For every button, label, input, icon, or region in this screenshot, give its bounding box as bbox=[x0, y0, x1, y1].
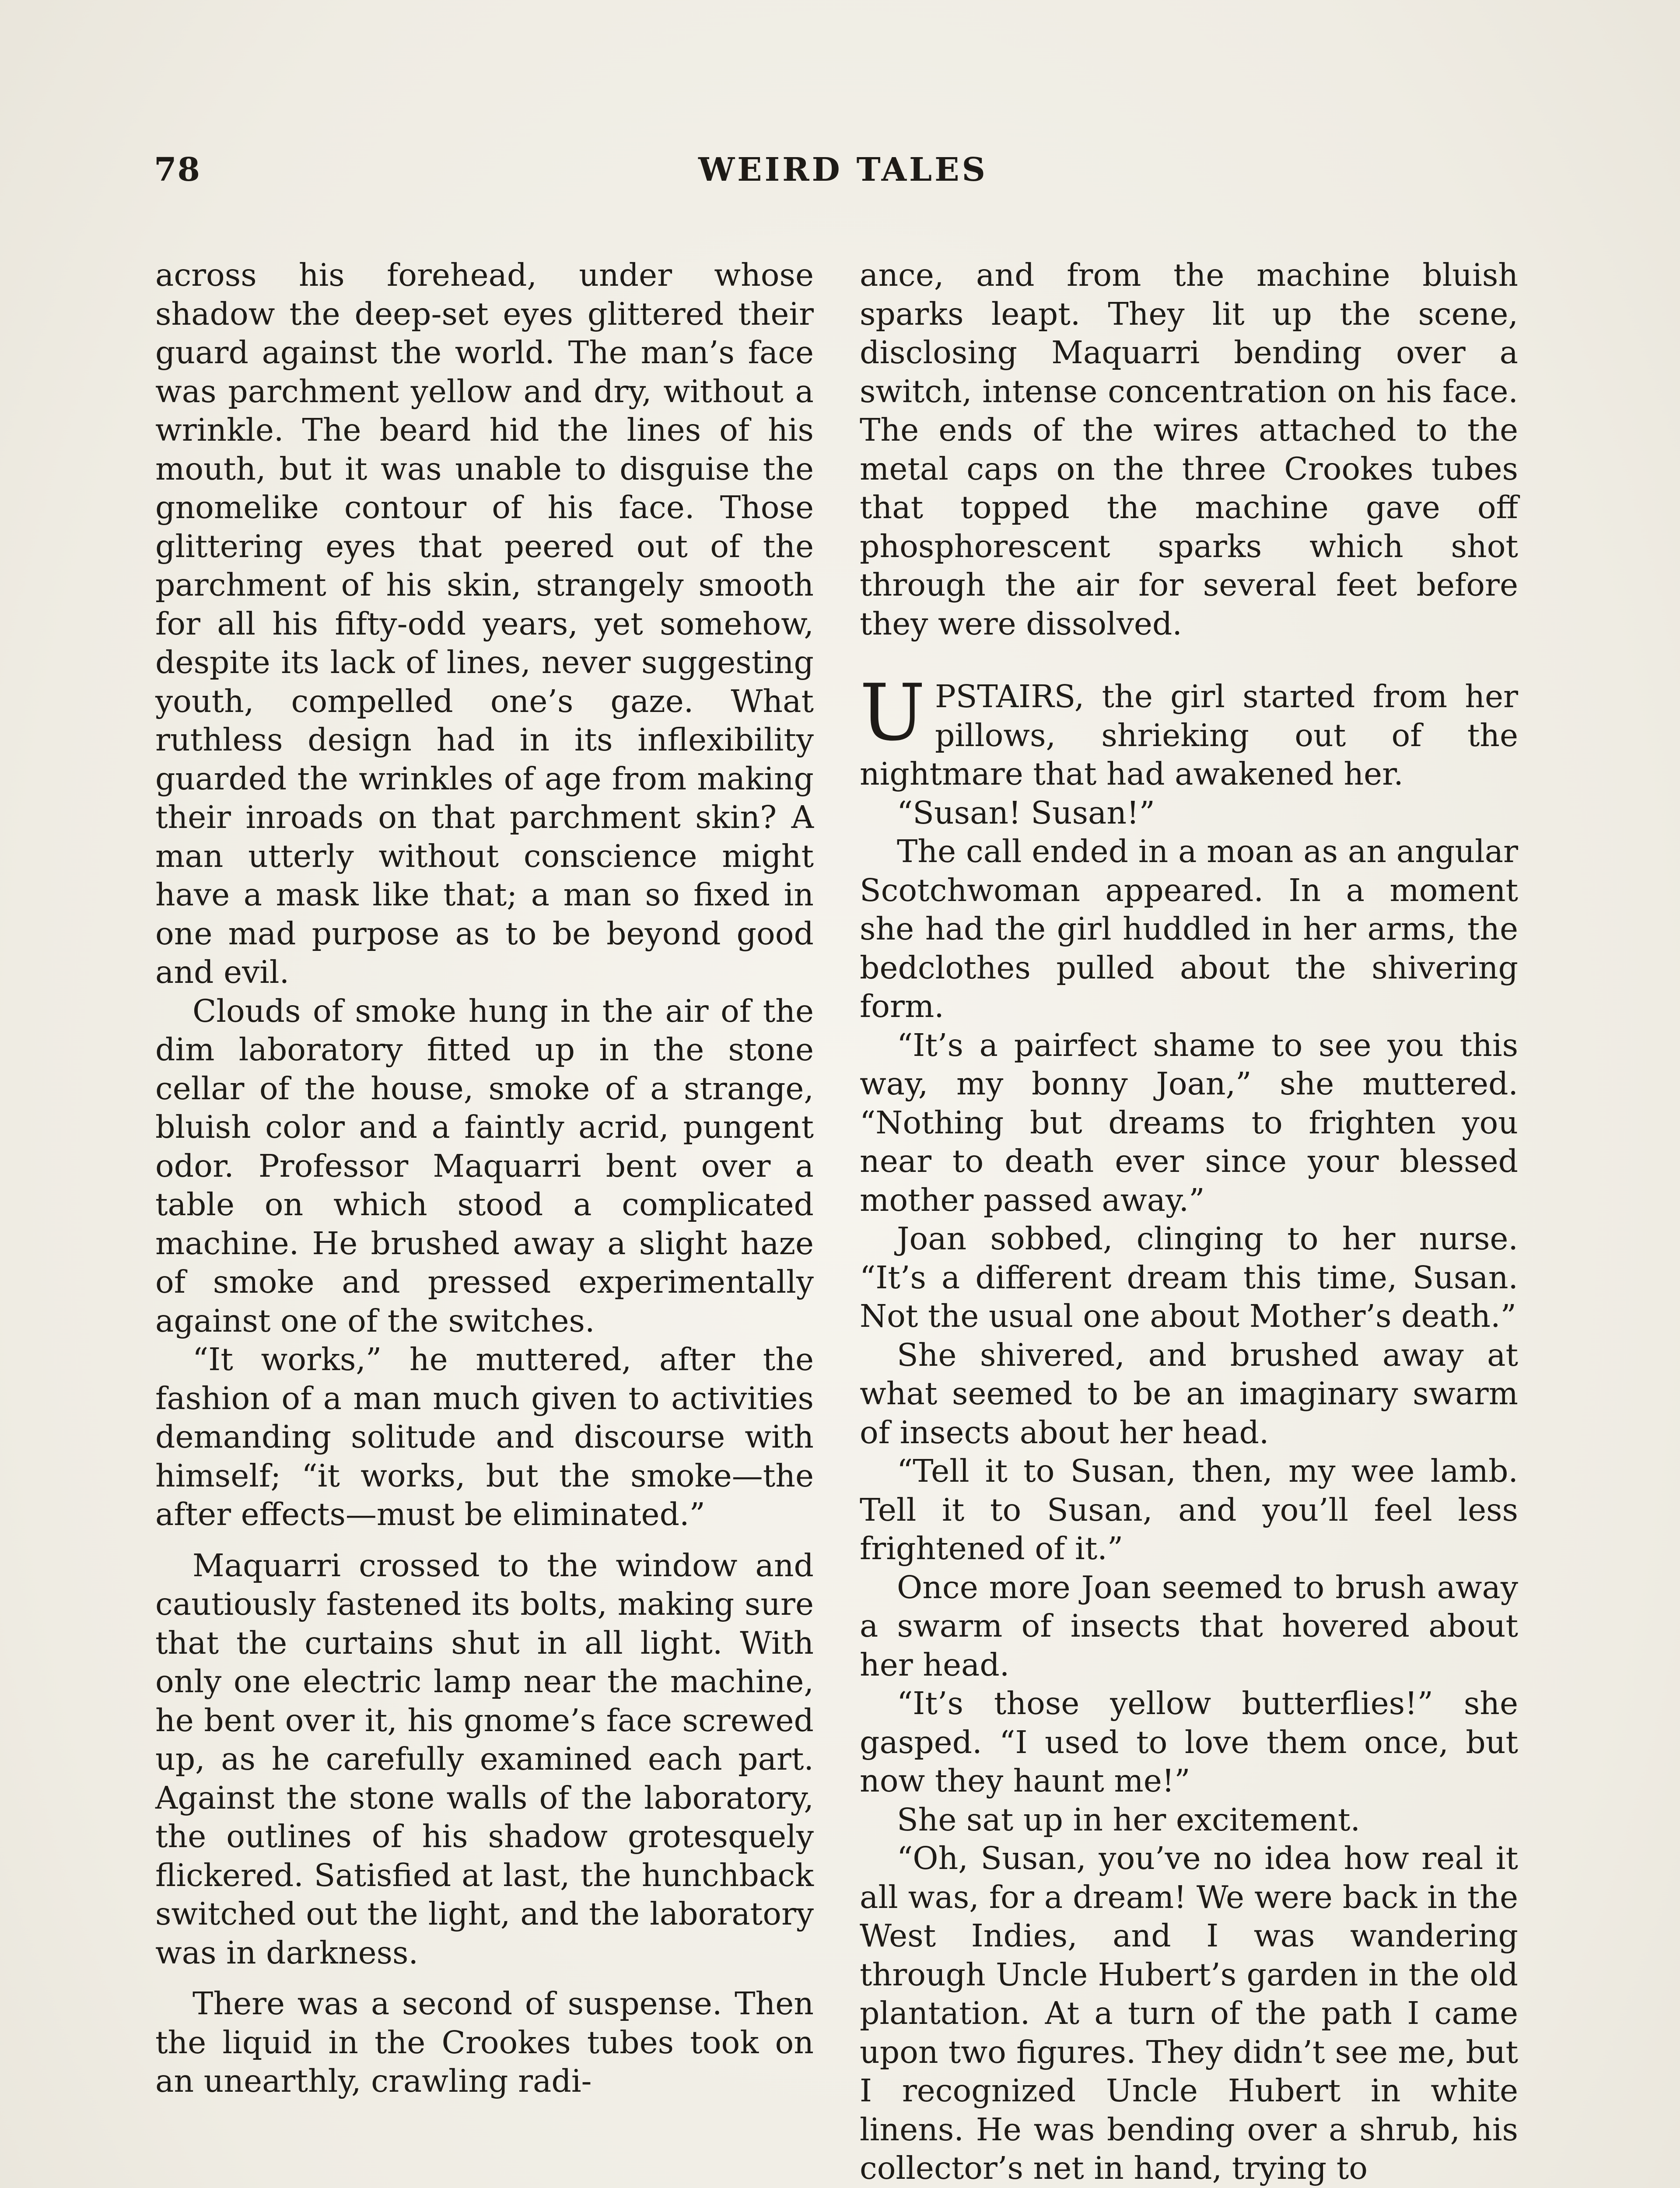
paragraph: “It works,” he muttered, after the fashion of a man much given to activities demanding solitude and discourse with himself; “it works, but the smoke—the after effects—must be eliminated.” bbox=[155, 1341, 814, 1532]
paragraph: “It’s those yellow butterflies!” she gasped. “I used to love them once, but now they haunt me!” bbox=[860, 1685, 1518, 1799]
paragraph: There was a second of suspense. Then the liquid in the Crookes tubes took on an unearthly, crawling radi- bbox=[155, 1985, 814, 2099]
drop-cap: U bbox=[860, 667, 926, 758]
left-column bbox=[155, 256, 814, 2101]
right-column bbox=[860, 256, 1518, 2188]
paragraph: She sat up in her excitement. bbox=[897, 1801, 1361, 1838]
paragraph-text: PSTAIRS, the girl started from her pillows, shrieking out of the nightmare that had awakened her. bbox=[860, 678, 1518, 792]
paragraph: Maquarri crossed to the window and cautiously fastened its bolts, making sure that the curtains shut in all light. With only one electric lamp near the machine, he bent over it, his gnome’s face screwed up, as he carefully examined each part. Against the stone walls of the laboratory, the outlines of his shadow grotesquely flickered. Satisfied at last, the hunchback switched out the light, and the laboratory was in darkness. bbox=[155, 1547, 814, 1971]
section-opening-paragraph bbox=[860, 667, 1518, 794]
page-header bbox=[154, 151, 1532, 199]
paragraph: “It’s a pairfect shame to see you this way, my bonny Joan,” she muttered. “Nothing but dreams to frighten you near to death ever since your blessed mother passed away.” bbox=[860, 1027, 1518, 1218]
paragraph: “Susan! Susan!” bbox=[897, 794, 1155, 831]
paragraph: The call ended in a moan as an angular Scotchwoman appeared. In a moment she had the girl huddled in her arms, the bedclothes pulled about the shivering form. bbox=[860, 833, 1518, 1024]
running-head: WEIRD TALES bbox=[698, 151, 988, 189]
page-number: 78 bbox=[154, 151, 201, 189]
paragraph: Once more Joan seemed to brush away a swarm of insects that hovered about her head. bbox=[860, 1569, 1518, 1683]
paragraph: She shivered, and brushed away at what seemed to be an imaginary swarm of insects about her head. bbox=[860, 1336, 1518, 1451]
paragraph: across his forehead, under whose shadow the deep-set eyes glittered their guard against the world. The man’s face was parchment yellow and dry, without a wrinkle. The beard hid the lines of his mouth, but it was unable to disguise the gnomelike contour of his face. Those glittering eyes that peered out of the parchment of his skin, strangely smooth for all his fifty-odd years, yet somehow, despite its lack of lines, never suggesting youth, compelled one’s gaze. What ruthless design had in its inflexibility guarded the wrinkles of age from making their inroads on that parchment skin? A man utterly without conscience might have a mask like that; a man so fixed in one mad purpose as to be beyond good and evil. bbox=[155, 257, 814, 990]
paragraph: Clouds of smoke hung in the air of the dim laboratory fitted up in the stone cellar of the house, smoke of a strange, bluish color and a faintly acrid, pungent odor. Professor Maquarri bent over a table on which stood a complicated machine. He brushed away a slight haze of smoke and pressed experimentally against one of the switches. bbox=[155, 992, 814, 1339]
paragraph: “Oh, Susan, you’ve no idea how real it all was, for a dream! We were back in the West Indies, and I was wandering through Uncle Hubert’s garden in the old plantation. At a turn of the path I came upon two figures. They didn’t see me, but I recognized Uncle Hubert in white linens. He was bending over a shrub, his collector’s net in hand, trying to bbox=[860, 1840, 1518, 2186]
paragraph: “Tell it to Susan, then, my wee lamb. Tell it to Susan, and you’ll feel less frightened of it.” bbox=[860, 1453, 1518, 1567]
paragraph: ance, and from the machine bluish sparks leapt. They lit up the scene, disclosing Maquarri bending over a switch, intense concentration on his face. The ends of the wires attached to the metal caps on the three Crookes tubes that topped the machine gave off phosphorescent sparks which shot through the air for several feet before they were dissolved. bbox=[860, 257, 1518, 642]
paragraph: Joan sobbed, clinging to her nurse. “It’s a different dream this time, Susan. Not the usual one about Mother’s death.” bbox=[860, 1220, 1518, 1334]
